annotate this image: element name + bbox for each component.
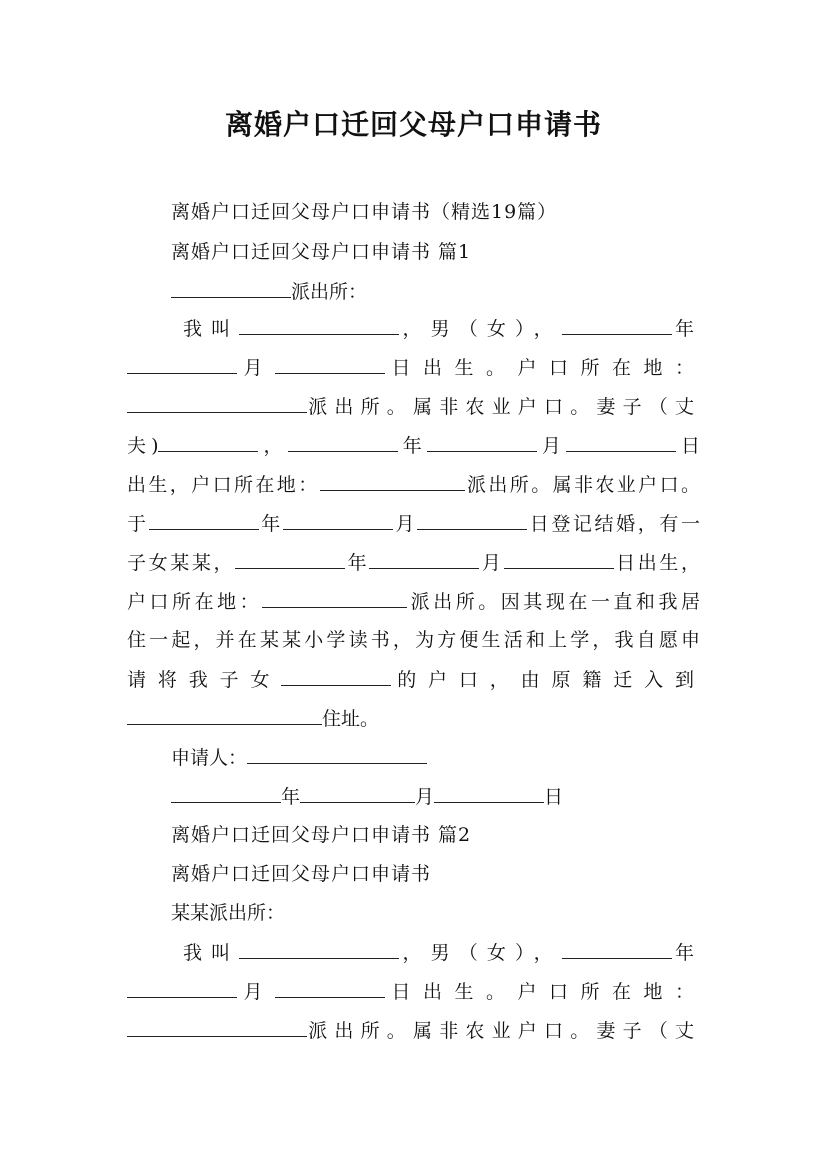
blank-spouse-month[interactable] — [427, 433, 537, 452]
blank-birth-day[interactable] — [275, 979, 385, 998]
s1-line-4 — [127, 433, 700, 458]
blank-name[interactable] — [239, 316, 399, 335]
text: 日登记结婚，有一 — [527, 513, 700, 535]
blank-spouse-day[interactable] — [566, 433, 676, 452]
blank-applicant[interactable] — [247, 745, 427, 764]
blank-child-household[interactable] — [262, 589, 407, 608]
s1-line-10 — [127, 667, 700, 692]
s1-line-2 — [127, 355, 700, 380]
blank-new-address[interactable] — [127, 706, 322, 725]
blank-spouse-year[interactable] — [288, 433, 398, 452]
text: 我叫 — [183, 942, 240, 964]
text: 出生，户口所在地： — [127, 474, 320, 496]
text: 于 — [127, 513, 149, 535]
text: 月 — [237, 981, 275, 1003]
blank-birth-day[interactable] — [275, 355, 385, 374]
text: ，男（女）， — [399, 318, 562, 340]
section-2-subtitle: 离婚户口迁回父母户口申请书 — [171, 863, 432, 885]
s2-line-1 — [183, 940, 700, 965]
blank-household-location[interactable] — [127, 1018, 307, 1037]
blank-child-name[interactable] — [281, 667, 391, 686]
date-line — [171, 784, 563, 809]
text: 住址。 — [322, 708, 380, 730]
section-1-addressee — [171, 279, 367, 304]
s1-line-3 — [127, 394, 700, 419]
applicant-line — [171, 745, 427, 770]
text: 请将我子女 — [127, 669, 282, 691]
text: ， — [258, 435, 288, 457]
text: 月 — [536, 435, 566, 457]
blank-birth-year[interactable] — [562, 316, 672, 335]
text: 我叫 — [183, 318, 240, 340]
blank-marriage-month[interactable] — [283, 511, 393, 530]
text: 的户口，由原籍迁入到 — [391, 669, 700, 691]
applicant-label: 申请人： — [171, 747, 248, 769]
text: 年 — [281, 786, 301, 808]
section-1-heading: 离婚户口迁回父母户口申请书 篇1 — [171, 241, 472, 263]
text: 年 — [345, 552, 370, 574]
text: 月 — [479, 552, 504, 574]
s1-line-9: 住一起，并在某某小学读书，为方便生活和上学，我自愿申 — [127, 629, 700, 651]
blank-child-year[interactable] — [235, 550, 345, 569]
text: 月 — [415, 786, 435, 808]
blank-date-month[interactable] — [300, 784, 415, 803]
text: 子女某某， — [127, 552, 236, 574]
text: 日出生， — [613, 552, 700, 574]
blank-date-day[interactable] — [434, 784, 544, 803]
text: 日出生。户口所在地： — [385, 981, 700, 1003]
intro-line: 离婚户口迁回父母户口申请书（精选19篇） — [171, 201, 558, 223]
text: 年 — [671, 942, 700, 964]
text: 月 — [392, 513, 418, 535]
blank-child-day[interactable] — [504, 550, 614, 569]
blank-spouse-name[interactable] — [158, 433, 258, 452]
text: 户口所在地： — [127, 591, 263, 613]
s2-line-3 — [127, 1018, 700, 1043]
s1-line-1 — [183, 316, 700, 341]
addressee-suffix: 派出所： — [291, 281, 368, 303]
blank-spouse-household[interactable] — [320, 472, 465, 491]
blank-date-year[interactable] — [171, 784, 281, 803]
text: 日出生。户口所在地： — [385, 357, 700, 379]
blank-marriage-day[interactable] — [417, 511, 527, 530]
s1-line-5 — [127, 472, 700, 497]
s1-line-7 — [127, 550, 700, 575]
text: 日 — [675, 435, 700, 457]
blank-birth-month[interactable] — [127, 355, 237, 374]
blank-name[interactable] — [239, 940, 399, 959]
document-title: 离婚户口迁回父母户口申请书 — [224, 108, 602, 141]
blank-child-month[interactable] — [369, 550, 479, 569]
text: 年 — [258, 513, 283, 535]
text: 派出所。因其现在一直和我居 — [407, 591, 700, 613]
section-2-addressee: 某某派出所： — [171, 902, 286, 924]
s1-line-11 — [127, 706, 379, 731]
blank-birth-month[interactable] — [127, 979, 237, 998]
blank-birth-year[interactable] — [562, 940, 672, 959]
section-2-heading: 离婚户口迁回父母户口申请书 篇2 — [171, 824, 472, 846]
text: 夫) — [127, 435, 159, 457]
s2-line-2 — [127, 979, 700, 1004]
text: 年 — [397, 435, 427, 457]
text: 日 — [544, 786, 564, 808]
text: 派出所。属非农业户口。妻子（丈 — [307, 396, 700, 418]
s1-line-6 — [127, 511, 700, 536]
blank-household-location[interactable] — [127, 394, 307, 413]
blank-marriage-year[interactable] — [149, 511, 259, 530]
text: ，男（女）， — [399, 942, 562, 964]
text: 派出所。属非农业户口。 — [464, 474, 700, 496]
text: 年 — [671, 318, 700, 340]
text: 派出所。属非农业户口。妻子（丈 — [307, 1020, 700, 1042]
text: 月 — [237, 357, 275, 379]
s1-line-8 — [127, 589, 700, 614]
blank-police-station[interactable] — [171, 279, 291, 298]
